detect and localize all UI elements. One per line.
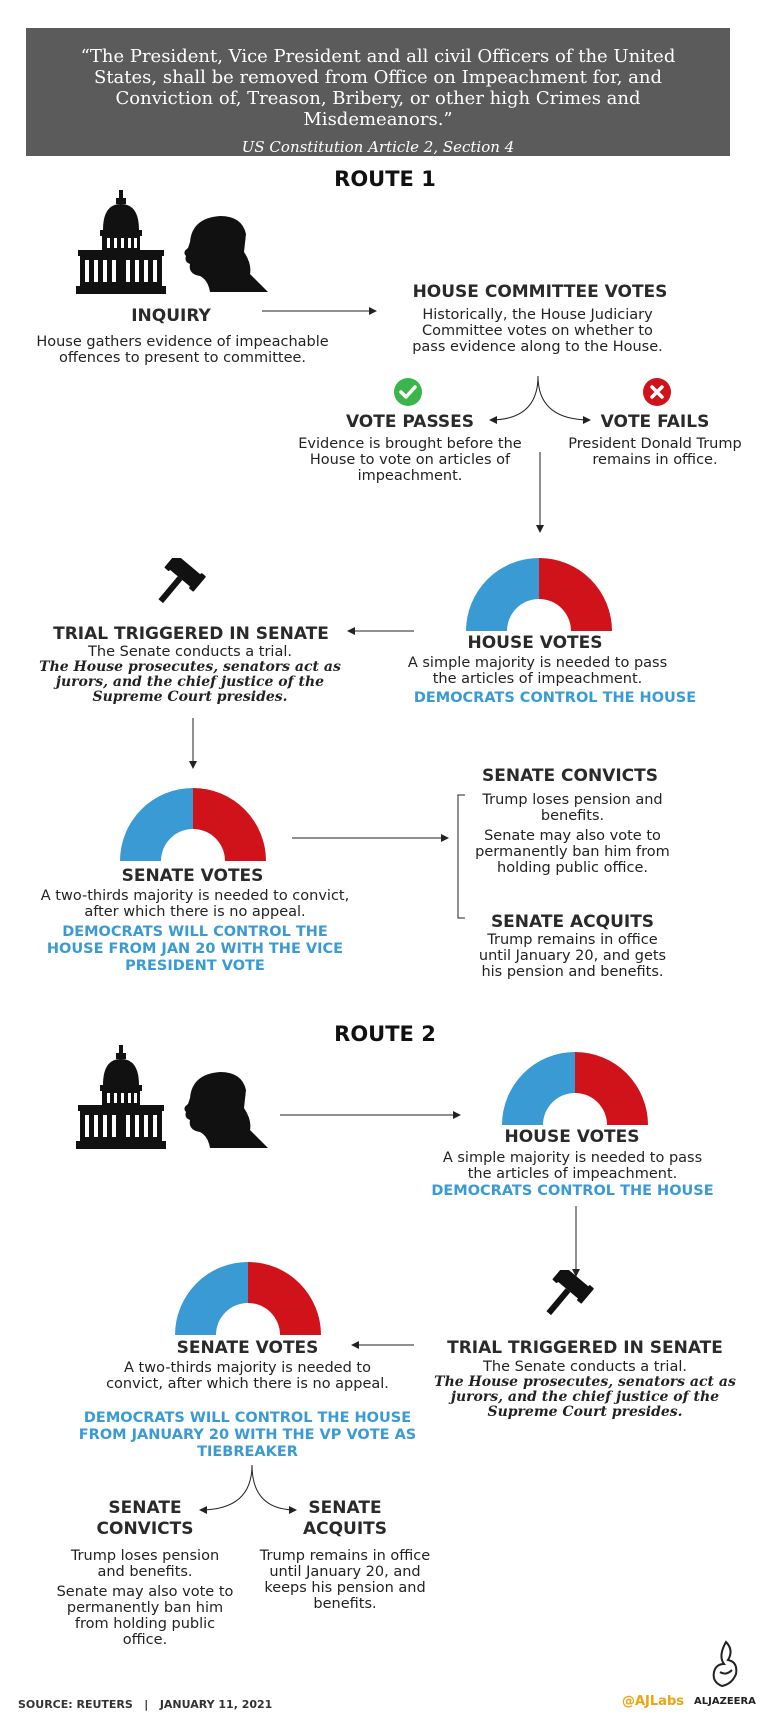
trial-text: The Senate conducts a trial. [483,1359,687,1375]
committee-text: Historically, the House Judiciary Committee votes on whether to pass evidence along to the House. [412,307,663,355]
inquiry-title: INQUIRY [131,306,211,326]
trial-italic: The House prosecutes, senators act as jurors, and the chief justice of the Supreme Court presides. [39,659,341,705]
senate-votes-note: DEMOCRATS WILL CONTROL THE HOUSE FROM JANUARY 20 WITH THE VP VOTE AS TIEBREAKER [78,1410,417,1460]
trial-text: The Senate conducts a trial. [88,644,292,660]
vote-fails-text: President Donald Trump remains in office. [568,436,742,468]
inquiry-text: House gathers evidence of impeachable offences to present to committee. [36,334,329,366]
convicts-text2: Senate may also vote to permanently ban him from holding public office. [475,828,670,876]
acquits-title: SENATE ACQUITS [490,912,655,932]
trial-title: TRIAL TRIGGERED IN SENATE [53,624,329,644]
house-votes-title: HOUSE VOTES [467,633,603,653]
vote-passes-title: VOTE PASSES [345,412,475,432]
convicts-title: SENATE CONVICTS [481,766,658,786]
aljazeera-brand: ALJAZEERA [694,1696,756,1707]
acquits-text: Trump remains in office until January 20, and keeps his pension and benefits. [259,1548,431,1612]
route1-title: ROUTE 1 [334,167,436,191]
convicts-title: SENATE CONVICTS [96,1498,194,1539]
convicts-text1: Trump loses pension and benefits. [70,1548,220,1580]
house-votes-text: A simple majority is needed to pass the articles of impeachment. [442,1150,703,1182]
senate-votes-title: SENATE VOTES [176,1338,319,1358]
house-votes-title: HOUSE VOTES [504,1127,640,1147]
vote-passes-text: Evidence is brought before the House to vote on articles of impeachment. [298,436,522,484]
footer-source: SOURCE: REUTERS | JANUARY 11, 2021 [18,1698,273,1711]
senate-votes-title: SENATE VOTES [121,866,264,886]
senate-votes-text: A two-thirds majority is needed to convict, after which there is no appeal. [106,1360,389,1392]
quote-text: “The President, Vice President and all civil Officers of the United States, shall be removed from Office on Impeachment for, and Conviction of, Treason, Bribery, or other high Crimes and Misdemeanors.” [80,46,676,130]
senate-votes-text: A two-thirds majority is needed to convict, after which there is no appeal. [40,888,350,920]
convicts-text1: Trump loses pension and benefits. [482,792,663,824]
vote-fails-title: VOTE FAILS [600,412,710,432]
convicts-text2: Senate may also vote to permanently ban him from holding public office. [56,1584,234,1648]
route2-title: ROUTE 2 [334,1022,436,1046]
house-votes-text: A simple majority is needed to pass the articles of impeachment. [407,655,668,687]
senate-votes-note: DEMOCRATS WILL CONTROL THE HOUSE FROM JAN 20 WITH THE VICE PRESIDENT VOTE [46,924,344,974]
house-votes-note: DEMOCRATS CONTROL THE HOUSE [431,1183,714,1199]
quote-source: US Constitution Article 2, Section 4 [241,138,515,156]
ajlabs-handle[interactable]: @AJLabs [622,1694,684,1709]
aljazeera-logo-icon [708,1640,744,1692]
trial-italic: The House prosecutes, senators act as jurors, and the chief justice of the Supreme Court presides. [434,1374,736,1420]
acquits-title: SENATE ACQUITS [302,1498,388,1539]
committee-title: HOUSE COMMITTEE VOTES [412,282,668,302]
house-votes-note: DEMOCRATS CONTROL THE HOUSE [413,690,697,706]
trial-title: TRIAL TRIGGERED IN SENATE [447,1338,723,1358]
acquits-text: Trump remains in office until January 20, and gets his pension and benefits. [478,932,667,980]
